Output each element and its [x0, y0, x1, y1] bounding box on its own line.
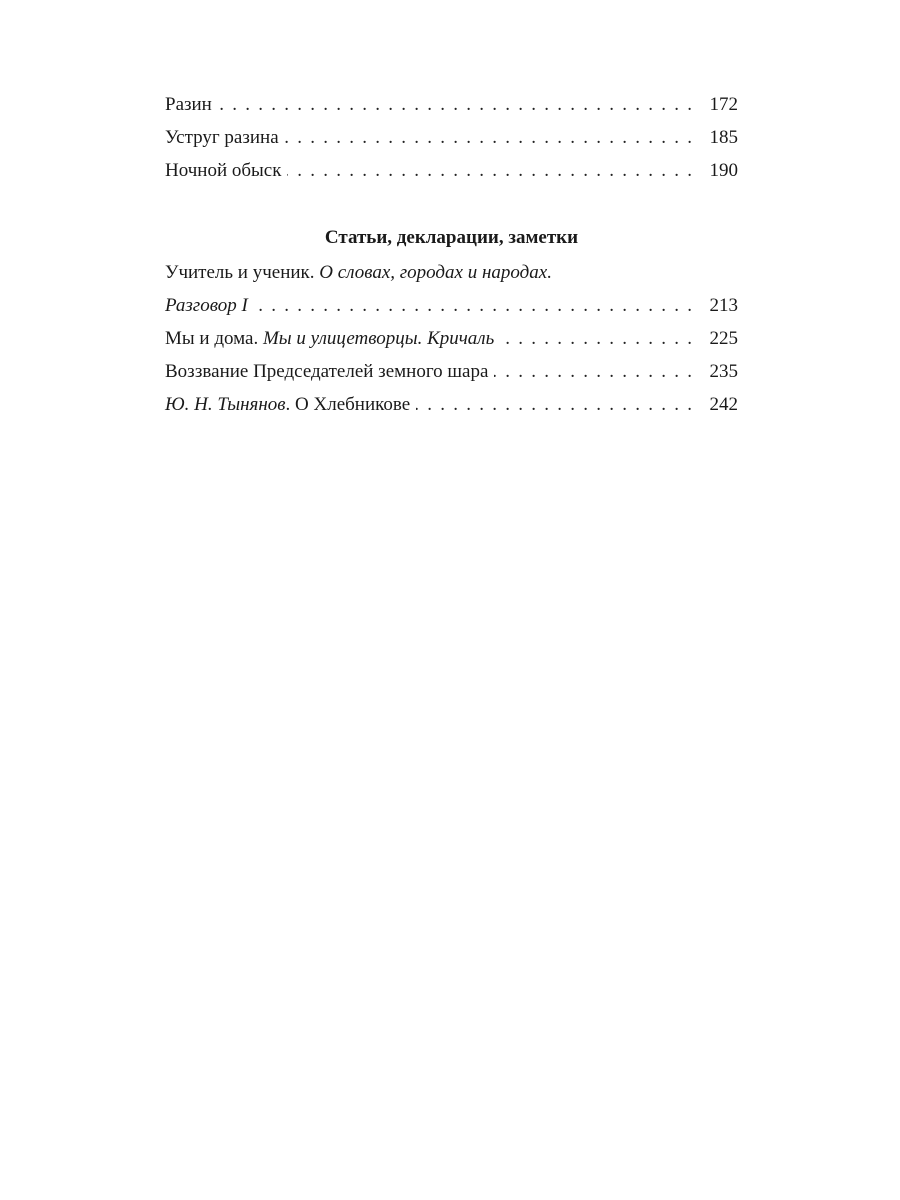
toc-entry-teacher-and-student[interactable]: [165, 256, 738, 322]
toc-page-number: 225: [709, 328, 738, 349]
table-of-contents: [165, 88, 738, 421]
section-heading: Статьи, декларации, заметки: [324, 227, 579, 248]
toc-entry-title: Воззвание Председателей земного шара: [165, 361, 489, 382]
toc-entry-title-regular: Мы и дома.: [165, 328, 263, 349]
dot-leader: [287, 154, 692, 187]
toc-entry-title-line1: [165, 256, 738, 289]
toc-entry-tynyanov[interactable]: [165, 388, 738, 421]
toc-entry-title-regular: Учитель и ученик.: [165, 262, 320, 283]
toc-entry-we-and-houses[interactable]: [165, 322, 738, 355]
toc-entry-ustrug-razina[interactable]: [165, 121, 738, 154]
dot-leader: [416, 388, 692, 421]
toc-page-number: 185: [709, 127, 738, 148]
toc-entry-title: Разин: [165, 94, 212, 115]
toc-entry-title-line2: [165, 289, 738, 322]
toc-entry-appeal[interactable]: [165, 355, 738, 388]
toc-entry-title-italic: Ю. Н. Тынянов: [165, 394, 286, 415]
dot-leader: [500, 322, 692, 355]
toc-entry-razin[interactable]: [165, 88, 738, 121]
dot-leader: [494, 355, 692, 388]
toc-entry-title-italic: Разговор I: [165, 295, 248, 316]
toc-entry-title-italic: Мы и улицетворцы. Кричаль: [262, 328, 495, 349]
toc-entry-title: [165, 388, 416, 421]
toc-entry-title-italic: О словах, городах и народах.: [319, 262, 552, 283]
toc-page-number: 213: [709, 295, 738, 316]
dot-leader: [285, 121, 692, 154]
toc-page-number: 235: [709, 361, 738, 382]
dot-leader: [218, 88, 692, 121]
toc-page-number: 190: [709, 160, 738, 181]
dot-leader: [254, 289, 692, 322]
toc-entry-title: [165, 322, 500, 355]
toc-entry-title: Ночной обыск: [165, 160, 282, 181]
toc-entry-title: Уструг разина: [165, 127, 279, 148]
toc-page-number: 242: [709, 394, 738, 415]
toc-entry-title-regular: . О Хлебникове: [285, 394, 411, 415]
toc-entry-nochnoy-obysk[interactable]: [165, 154, 738, 187]
toc-page-number: 172: [709, 94, 738, 115]
